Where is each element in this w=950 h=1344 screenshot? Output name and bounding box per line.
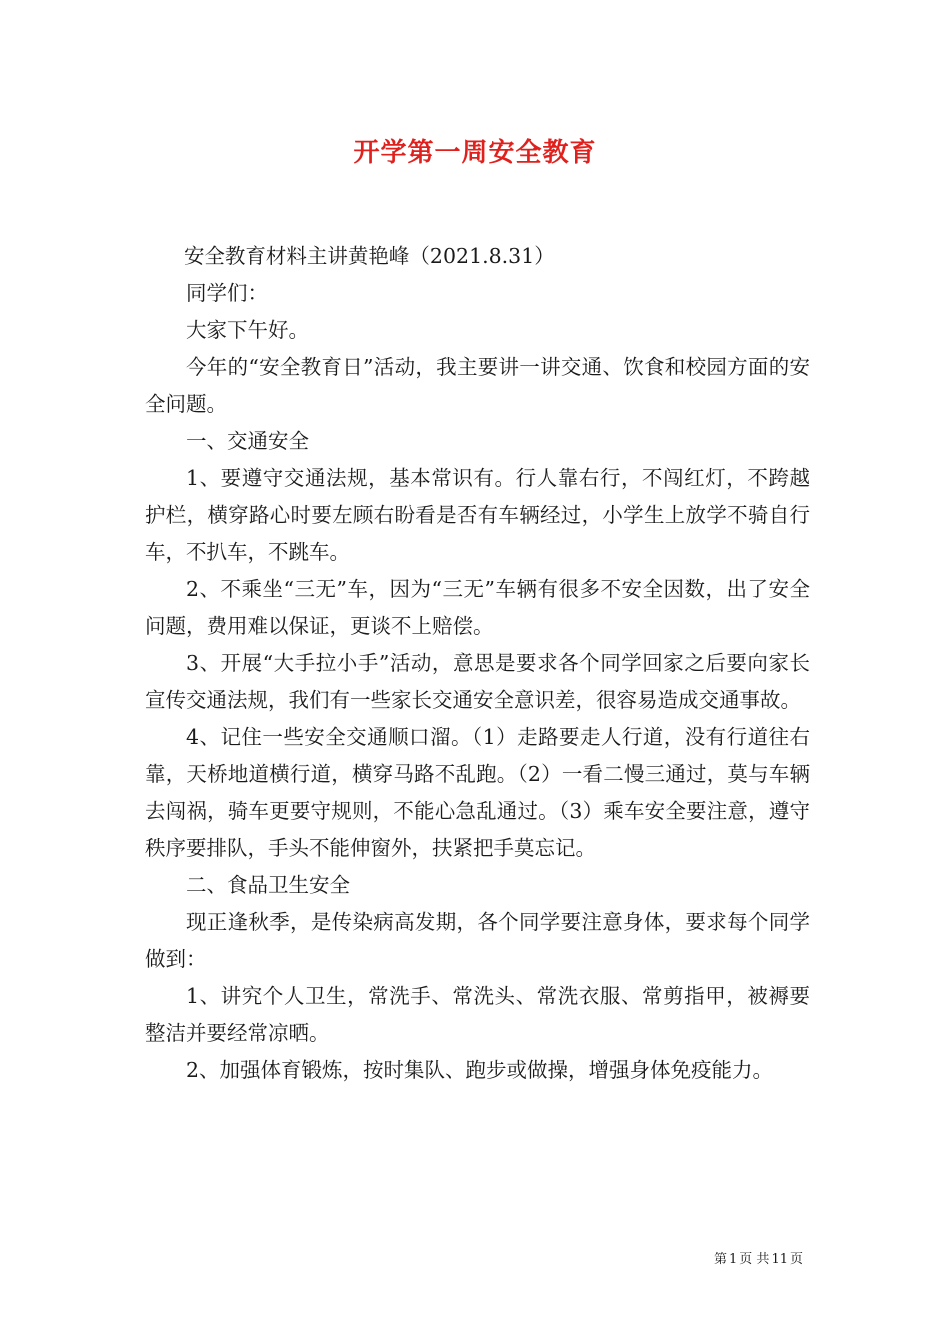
footer-total-pages: 11 bbox=[771, 1252, 788, 1267]
greeting: 大家下午好。 bbox=[186, 318, 309, 342]
document-body bbox=[145, 238, 810, 1089]
footer-prefix: 第 bbox=[714, 1252, 728, 1267]
food-item-1: 1、讲究个人卫生，常洗手、常洗头、常洗衣服、常剪指甲，被褥要整洁并要经常凉晒。 bbox=[145, 984, 810, 1045]
traffic-item-2: 2、不乘坐“三无”车，因为“三无”车辆有很多不安全因数，出了安全问题，费用难以保证，更谈不上赔偿。 bbox=[145, 577, 810, 638]
section-heading-food: 二、食品卫生安全 bbox=[186, 873, 350, 897]
document-title: 开学第一周安全教育 bbox=[353, 138, 597, 168]
intro-paragraph: 今年的“安全教育日”活动，我主要讲一讲交通、饮食和校园方面的安全问题。 bbox=[145, 355, 810, 416]
traffic-item-1: 1、要遵守交通法规，基本常识有。行人靠右行，不闯红灯，不跨越护栏，横穿路心时要左顾右盼看是否有车辆经过，小学生上放学不骑自行车，不扒车，不跳车。 bbox=[145, 466, 810, 564]
food-item-2: 2、加强体育锻炼，按时集队、跑步或做操，增强身体免疫能力。 bbox=[186, 1058, 774, 1082]
traffic-item-4: 4、记住一些安全交通顺口溜。（1）走路要走人行道，没有行道往右靠，天桥地道横行道，横穿马路不乱跑。（2）一看二慢三通过，莫与车辆去闯祸，骑车更要守规则，不能心急乱通过。（3）乘车安全要注意，遵守秩序要排队，手头不能伸窗外，扶紧把手莫忘记。 bbox=[145, 725, 810, 860]
salutation: 同学们： bbox=[186, 281, 268, 305]
section-heading-traffic: 一、交通安全 bbox=[186, 429, 309, 453]
footer-current-page: 1 bbox=[729, 1252, 738, 1267]
footer-suffix: 页 bbox=[789, 1252, 803, 1267]
footer-middle: 页 共 bbox=[739, 1252, 770, 1267]
traffic-item-3: 3、开展“大手拉小手”活动，意思是要求各个同学回家之后要向家长宣传交通法规，我们有一些家长交通安全意识差，很容易造成交通事故。 bbox=[145, 651, 810, 712]
speaker-line: 安全教育材料主讲黄艳峰（2021.8.31） bbox=[183, 244, 555, 268]
food-intro: 现正逢秋季，是传染病高发期，各个同学要注意身体，要求每个同学做到： bbox=[145, 910, 810, 971]
page-number-footer bbox=[713, 1248, 804, 1267]
